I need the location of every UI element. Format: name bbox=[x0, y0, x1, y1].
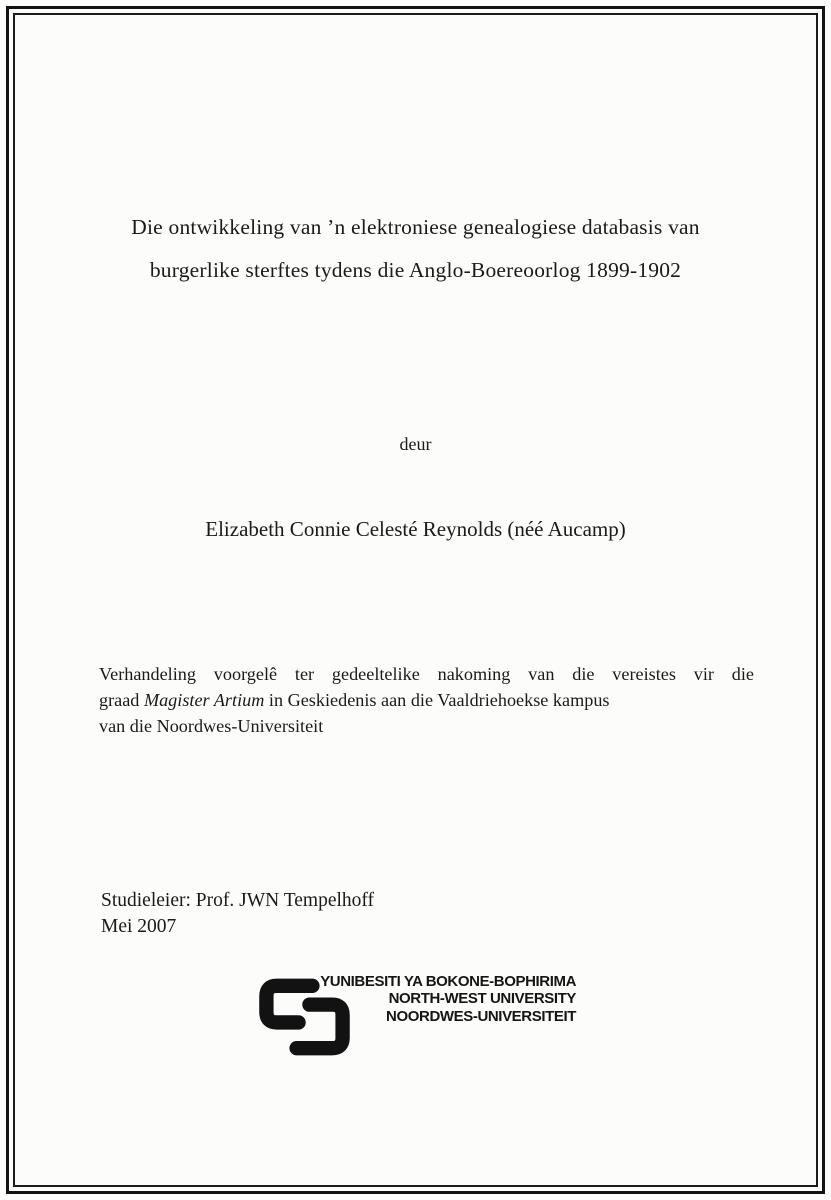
logo-line-afrikaans: NOORDWES-UNIVERSITEIT bbox=[386, 1007, 576, 1025]
author-name: Elizabeth Connie Celesté Reynolds (néé Aucamp) bbox=[205, 517, 626, 541]
submission-line2-prefix: graad bbox=[99, 690, 144, 710]
thesis-title-line2: burgerlike sterftes tydens die Anglo-Boereoorlog 1899-1902 bbox=[149, 258, 682, 282]
degree-name-italic: Magister Artium bbox=[143, 690, 265, 710]
submission-line2-suffix: in Geskiedenis aan die Vaaldriehoekse kampus bbox=[264, 690, 610, 710]
nwu-wordmark bbox=[276, 973, 576, 1025]
thesis-title bbox=[0, 206, 831, 292]
submission-line2 bbox=[99, 687, 754, 713]
date-line: Mei 2007 bbox=[101, 916, 177, 937]
submission-line3: van die Noordwes-Universiteit bbox=[99, 716, 324, 736]
byline-label: deur bbox=[399, 434, 432, 454]
submission-statement bbox=[99, 661, 754, 739]
thesis-title-line1: Die ontwikkeling van ’n elektroniese genealogiese databasis van bbox=[131, 215, 700, 239]
supervisor-line: Studieleier: Prof. JWN Tempelhoff bbox=[101, 890, 375, 911]
nwu-logo bbox=[0, 970, 831, 1062]
logo-line-setswana: YUNIBESITI YA BOKONE-BOPHIRIMA bbox=[320, 973, 576, 990]
supervisor-block bbox=[101, 888, 374, 940]
logo-line-english: NORTH-WEST UNIVERSITY bbox=[388, 990, 576, 1008]
submission-line1: Verhandeling voorgelê ter gedeeltelike nakoming van die vereistes vir die bbox=[99, 664, 754, 684]
